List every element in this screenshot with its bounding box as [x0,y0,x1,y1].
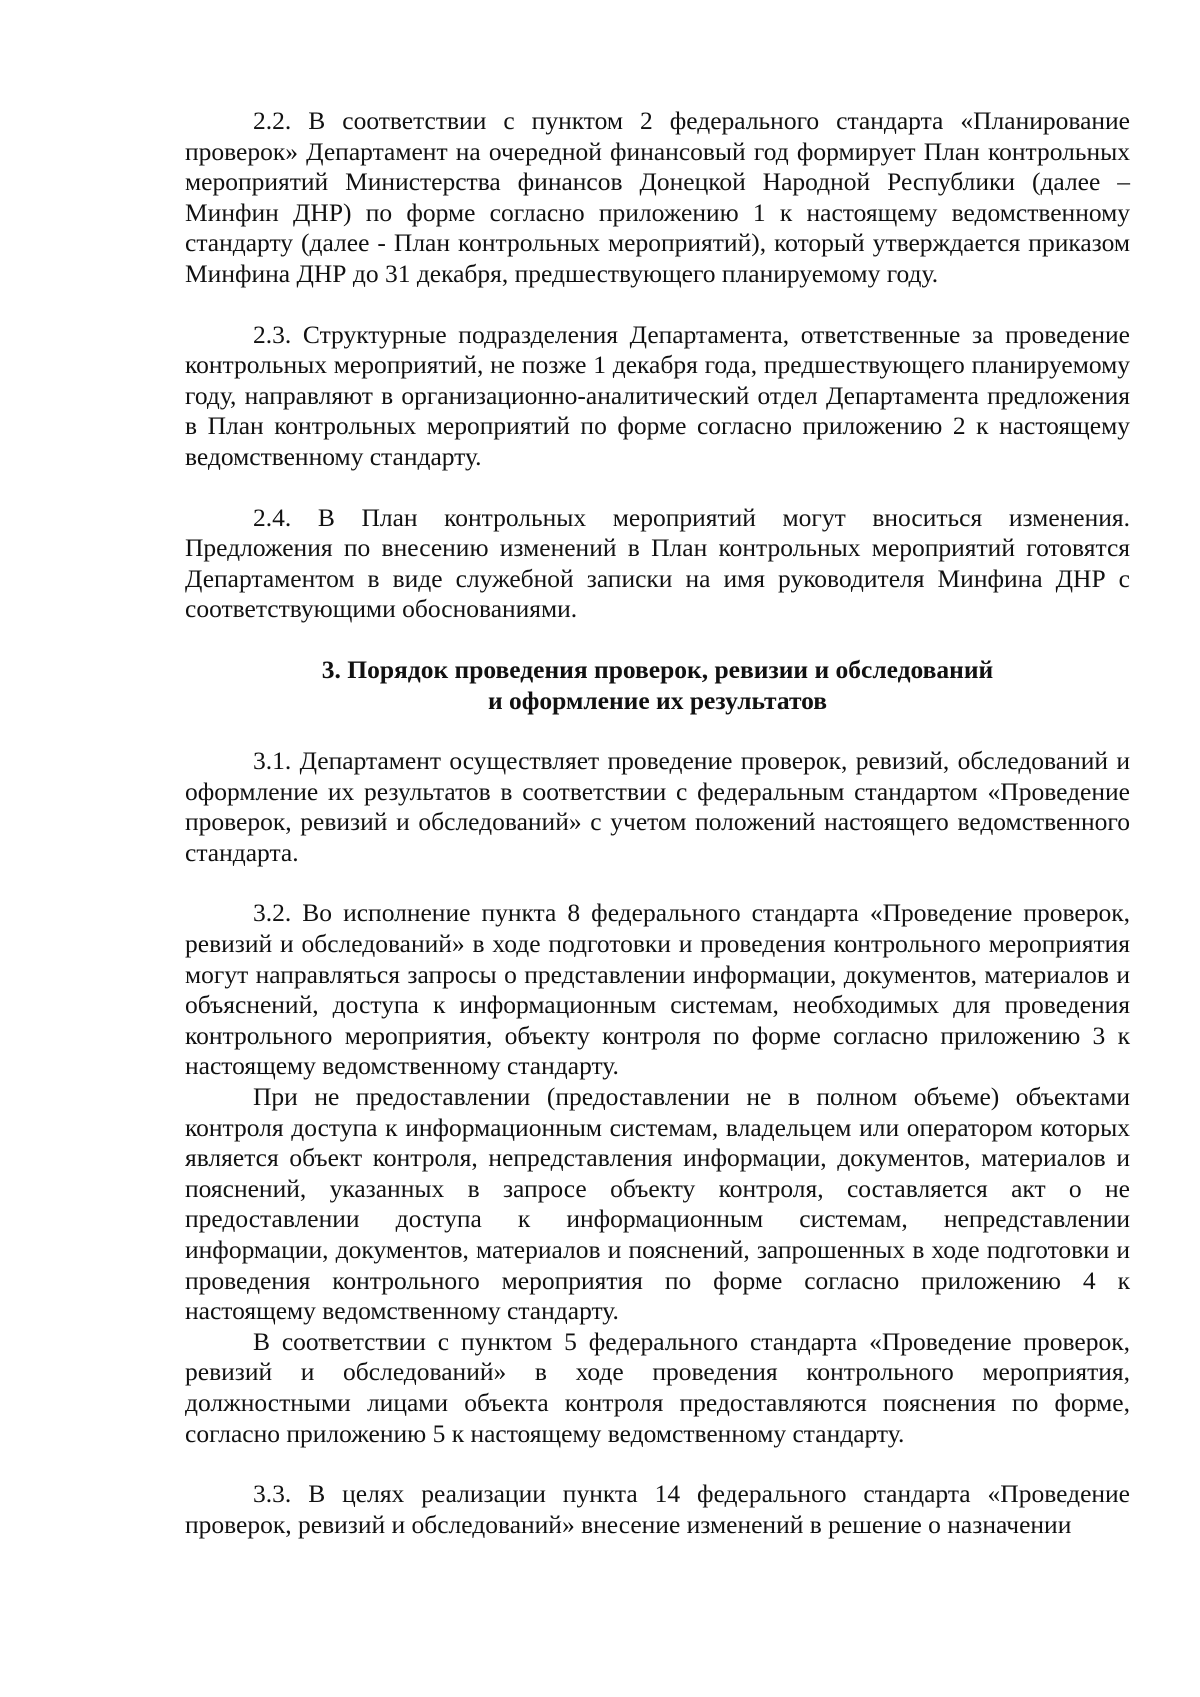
paragraph-2-2: 2.2. В соответствии с пунктом 2 федерального стандарта «Планирование проверок» Департамент на очередной финансовый год формирует План контрольных мероприятий Министерства финансов Донецкой Народной Республики (далее – Минфин ДНР) по форме согласно приложению 1 к настоящему ведомственному стандарту (далее - План контрольных мероприятий), который утверждается приказом Минфина ДНР до 31 декабря, предшествующего планируемому году. [185,106,1130,288]
paragraph-gap [185,1449,1130,1479]
section-3-heading [185,655,1130,716]
paragraph-gap [185,473,1130,503]
document-page [185,106,1130,1540]
paragraph-3-2-access: При не предоставлении (предоставлении не в полном объеме) объектами контроля доступа к информационным системам, владельцем или оператором которых является объект контроля, непредставления информации, документов, материалов и пояснений, указанных в запросе объекту контроля, составляется акт о не предоставлении доступа к информационным системам, непредставлении информации, документов, материалов и пояснений, запрошенных в ходе подготовки и проведения контрольного мероприятия по форме согласно приложению 4 к настоящему ведомственному стандарту. [185,1082,1130,1326]
paragraph-gap [185,716,1130,746]
paragraph-3-1: 3.1. Департамент осуществляет проведение проверок, ревизий, обследований и оформление их результатов в соответствии с федеральным стандартом «Проведение проверок, ревизий и обследований» с учетом положений настоящего ведомственного стандарта. [185,746,1130,867]
paragraph-3-2-explanations: В соответствии с пунктом 5 федерального стандарта «Проведение проверок, ревизий и обследований» в ходе проведения контрольного мероприятия, должностными лицами объекта контроля предоставляются пояснения по форме, согласно приложению 5 к настоящему ведомственному стандарту. [185,1326,1130,1448]
section-3-heading-line-1: 3. Порядок проведения проверок, ревизии и обследований [321,654,994,684]
paragraph-3-3: 3.3. В целях реализации пункта 14 федерального стандарта «Проведение проверок, ревизий и обследований» внесение изменений в решение о назначении [185,1479,1130,1539]
section-3-heading-line-2: и оформление их результатов [487,685,828,715]
paragraph-2-4: 2.4. В План контрольных мероприятий могут вноситься изменения. Предложения по внесению изменений в План контрольных мероприятий готовятся Департаментом в виде служебной записки на имя руководителя Минфина ДНР с соответствующими обоснованиями. [185,502,1130,624]
paragraph-2-3: 2.3. Структурные подразделения Департамента, ответственные за проведение контрольных мероприятий, не позже 1 декабря года, предшествующего планируемому году, направляют в организационно-аналитический отдел Департамента предложения в План контрольных мероприятий по форме согласно приложению 2 к настоящему ведомственному стандарту. [185,319,1130,471]
paragraph-gap [185,290,1130,320]
paragraph-gap [185,625,1130,655]
paragraph-3-2: 3.2. Во исполнение пункта 8 федерального стандарта «Проведение проверок, ревизий и обследований» в ходе подготовки и проведения контрольного мероприятия могут направляться запросы о представлении информации, документов, материалов и объяснений, доступа к информационным системам, необходимых для проведения контрольного мероприятия, объекту контроля по форме согласно приложению 3 к настоящему ведомственному стандарту. [185,898,1130,1081]
paragraph-gap [185,868,1130,898]
